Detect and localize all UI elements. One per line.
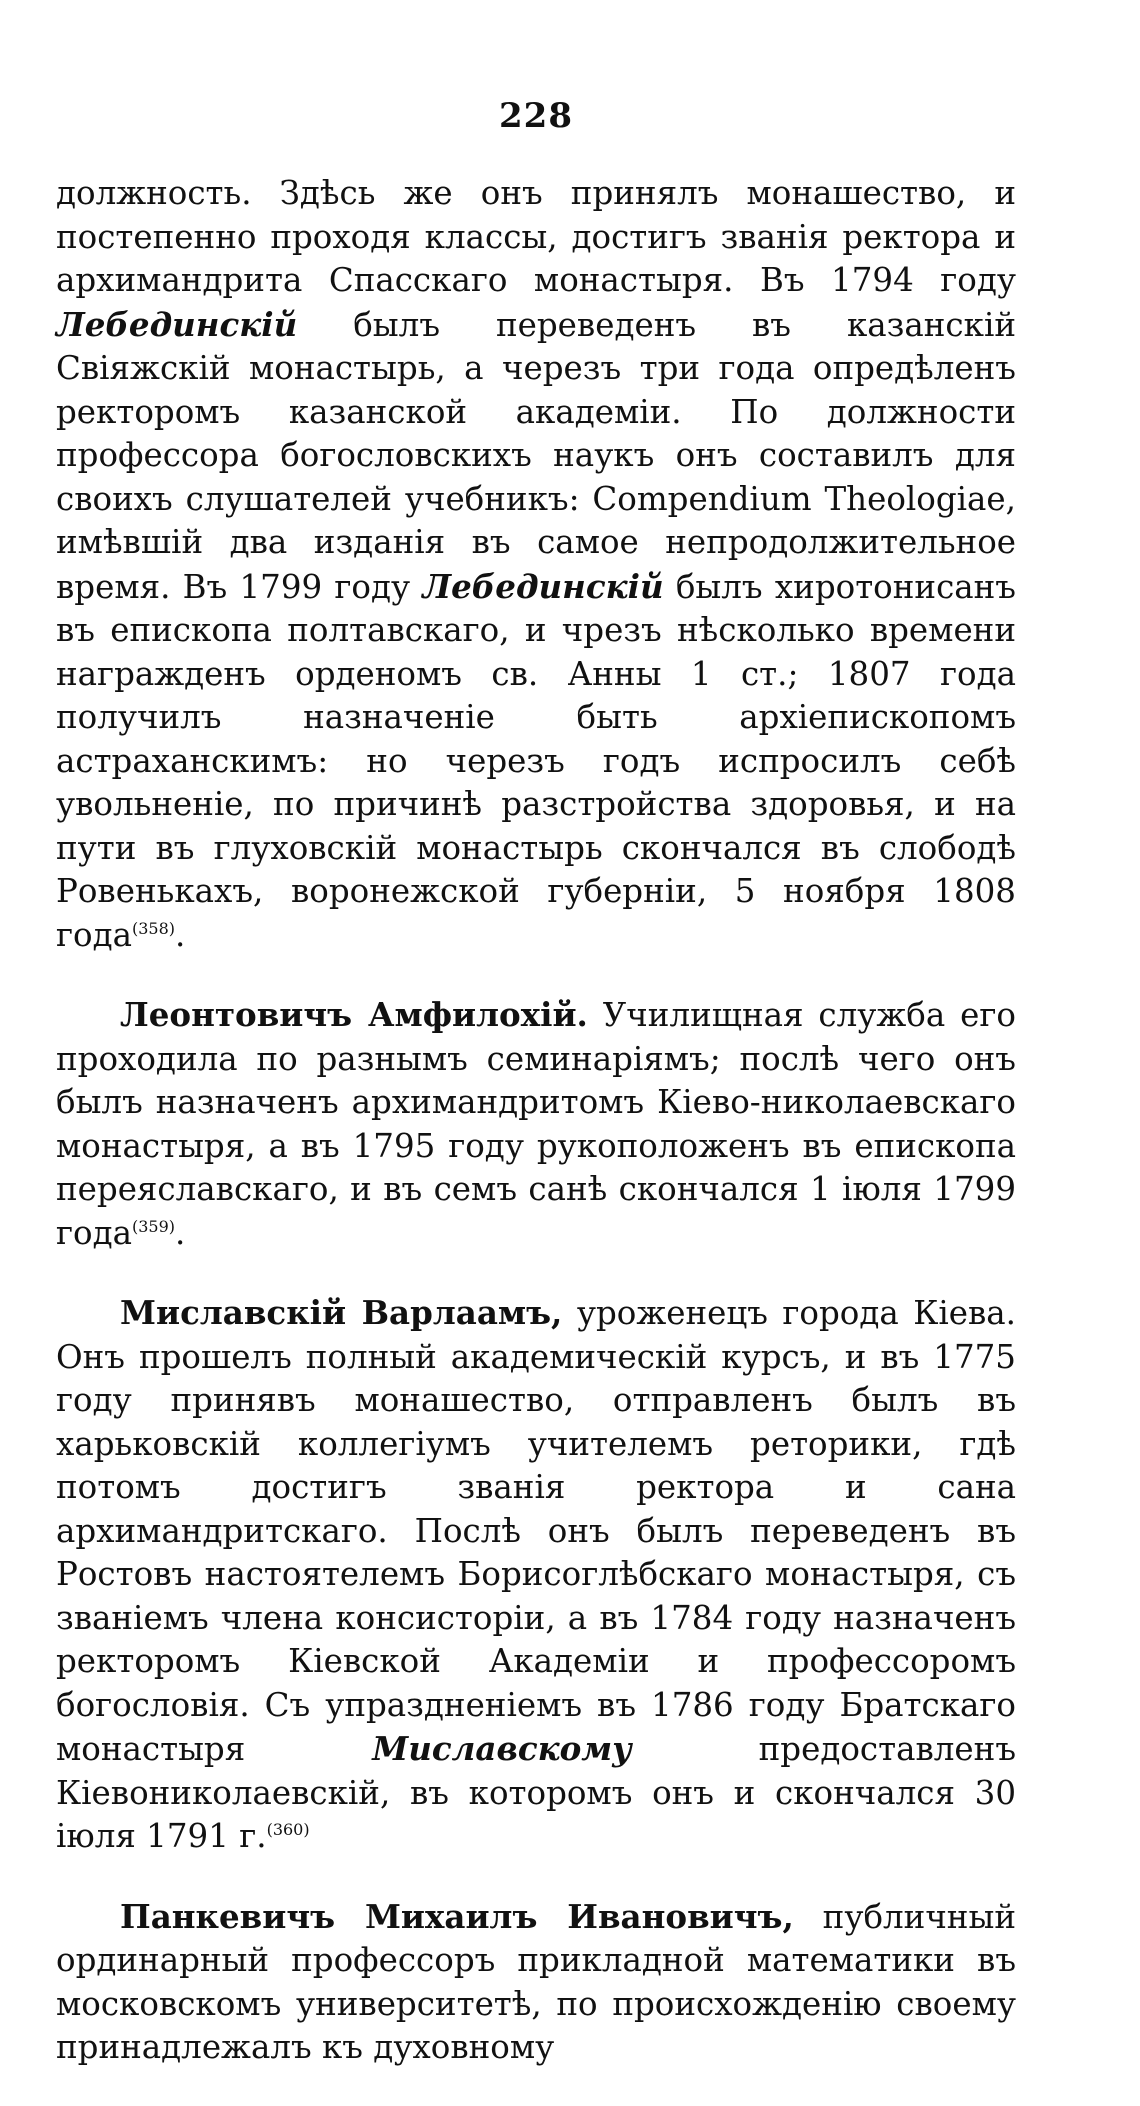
paragraph-text: предоставленъ Кіевониколаевскій, въ которомъ онъ и скончался 30 іюля 1791 г. [56, 1730, 1016, 1855]
book-page [56, 96, 1016, 2106]
paragraph-text: должность. Здѣсь же онъ принялъ монашество, и постепенно проходя классы, достигъ званія ректора и архимандрита Спасскаго монастыря. Въ 1794 году [56, 174, 1016, 299]
footnote-ref: (360) [266, 1820, 310, 1840]
paragraph-text: былъ хиротонисанъ въ епископа полтавскаго, и чрезъ нѣсколько времени награжденъ орденомъ св. Анны 1 ст.; 1807 года получилъ назначеніе быть архіепископомъ астраханскимъ: но черезъ годъ испросилъ себѣ увольненіе, по причинѣ разстройства здоровья, и на пути въ глуховскій монастырь скончался въ слободѣ Ровенькахъ, воронежской губерніи, 5 ноября 1808 года [56, 567, 1016, 954]
entry-name: Миславскій Варлаамъ, [120, 1293, 563, 1332]
paragraph-text: . [175, 1213, 186, 1252]
emphasized-name: Лебединскій [422, 566, 664, 606]
text-body [56, 172, 1016, 2070]
paragraph [56, 1291, 1016, 1859]
entry-name: Леонтовичъ Амфилохій. [120, 995, 588, 1034]
paragraph-text: уроженецъ города Кіева. Онъ прошелъ полный академическій курсъ, и въ 1775 году принявъ монашество, отправленъ былъ въ харьковскій коллегіумъ учителемъ реторики, гдѣ потомъ достигъ званія ректора и сана архимандритскаго. Послѣ онъ былъ переведенъ въ Ростовъ настоятелемъ Борисоглѣбскаго монастыря, съ званіемъ члена консисторіи, а въ 1784 году назначенъ ректоромъ Кіевской Академіи и профессоромъ богословія. Съ упраздненіемъ въ 1786 году Братскаго монастыря [56, 1294, 1016, 1768]
paragraph-text: . [175, 915, 186, 954]
paragraph-text: публичный ординарный профессоръ прикладной математики въ московскомъ университетѣ, по происхожденію своему принадлежалъ къ духовному [56, 1897, 1016, 2066]
paragraph-text: Училищная служба его проходила по разнымъ семинаріямъ; послѣ чего онъ былъ назначенъ архимандритомъ Кіево-николаевскаго монастыря, а въ 1795 году рукоположенъ въ епископа переяславскаго, и въ семъ санѣ скончался 1 іюля 1799 года [56, 996, 1016, 1252]
emphasized-name: Лебединскій [56, 304, 298, 344]
footnote-ref: (358) [131, 918, 176, 938]
paragraph [56, 172, 1016, 957]
paragraph [56, 1895, 1016, 2070]
paragraph [56, 993, 1016, 1255]
paragraph-text: былъ переведенъ въ казанскій Свіяжскій монастырь, а черезъ три года опредѣленъ ректоромъ казанской академіи. По должности профессора богословскихъ наукъ онъ составилъ для своихъ слушателей учебникъ: Compendium Theologiae, имѣвшій два изданія въ самое непродолжительное время. Въ 1799 году [56, 305, 1016, 606]
emphasized-name: Миславскому [372, 1729, 632, 1768]
page-number: 228 [499, 96, 573, 136]
footnote-ref: (359) [131, 1216, 176, 1236]
entry-name: Панкевичъ Михаилъ Ивановичъ, [120, 1896, 794, 1936]
